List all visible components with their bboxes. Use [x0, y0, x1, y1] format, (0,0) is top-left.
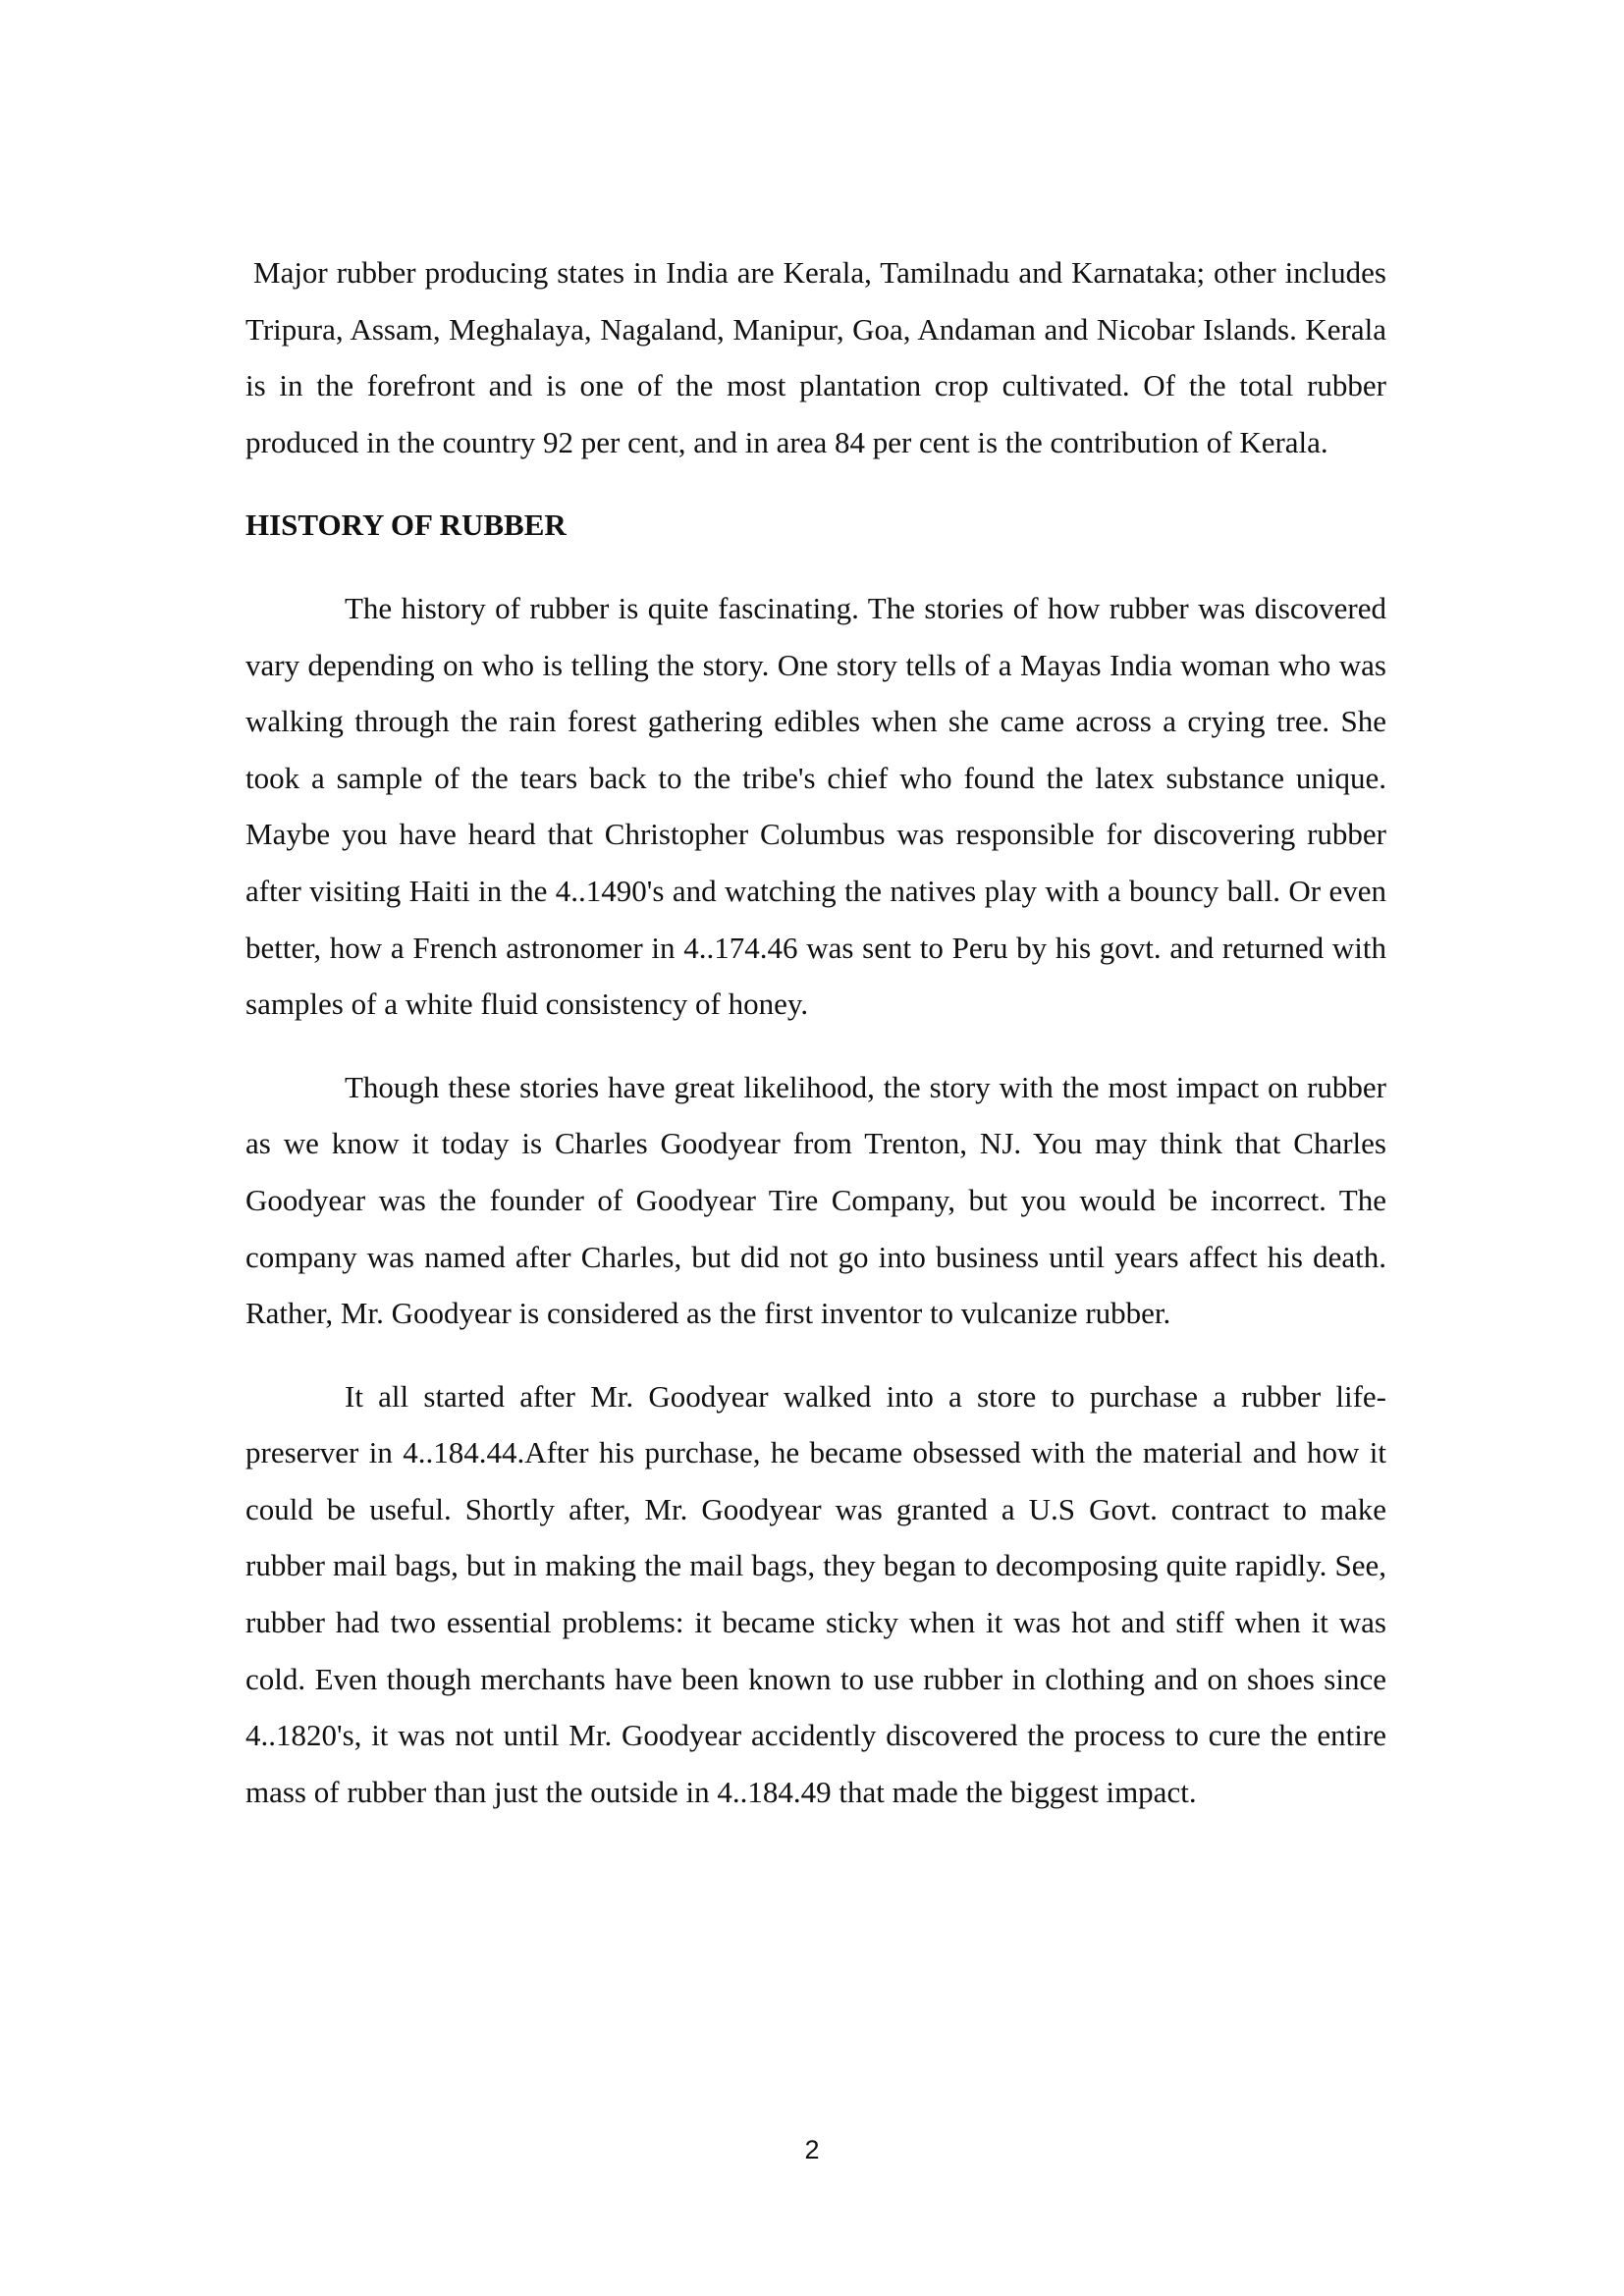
page-content — [245, 244, 1386, 1846]
history-paragraph-2: Though these stories have great likelihood, the story with the most impact on rubber as we know it today is Charles Goodyear from Trenton, NJ. You may think that Charles Goodyear was the founder of Goodyear Tire Company, but you would be incorrect. The company was named after Charles, but did not go into business until years affect his death. Rather, Mr. Goodyear is considered as the first inventor to vulcanize rubber. — [245, 1069, 1386, 1331]
intro-paragraph: Major rubber producing states in India are Kerala, Tamilnadu and Karnataka; other includes Tripura, Assam, Meghalaya, Nagaland, Manipur, Goa, Andaman and Nicobar Islands. Kerala is in the forefront and is one of the most plantation crop cultivated. Of the total rubber produced in the country 92 per cent, and in area 84 per cent is the contribution of Kerala. — [245, 255, 1386, 459]
section-heading: HISTORY OF RUBBER — [245, 507, 567, 543]
page-number: 2 — [804, 2135, 820, 2164]
history-paragraph-3: It all started after Mr. Goodyear walked into a store to purchase a rubber life-preserver in 4..184.44.After his purchase, he became obsessed with the material and how it could be useful. Shortly after, Mr. Goodyear was granted a U.S Govt. contract to make rubber mail bags, but in making the mail bags, they began to decomposing quite rapidly. See, rubber had two essential problems: it became sticky when it was hot and stiff when it was cold. Even though merchants have been known to use rubber in clothing and on shoes since 4..1820's, it was not until Mr. Goodyear accidently discovered the process to cure the entire mass of rubber than just the outside in 4..184.49 that made the biggest impact. — [245, 1378, 1386, 1809]
history-paragraph-1: The history of rubber is quite fascinating. The stories of how rubber was discovered vary depending on who is telling the story. One story tells of a Mayas India woman who was walking through the rain forest gathering edibles when she came across a crying tree. She took a sample of the tears back to the tribe's chief who found the latex substance unique. Maybe you have heard that Christopher Columbus was responsible for discovering rubber after visiting Haiti in the 4..1490's and watching the natives play with a bouncy ball. Or even better, how a French astronomer in 4..174.46 was sent to Peru by his govt. and returned with samples of a white fluid consistency of honey. — [245, 590, 1386, 1022]
